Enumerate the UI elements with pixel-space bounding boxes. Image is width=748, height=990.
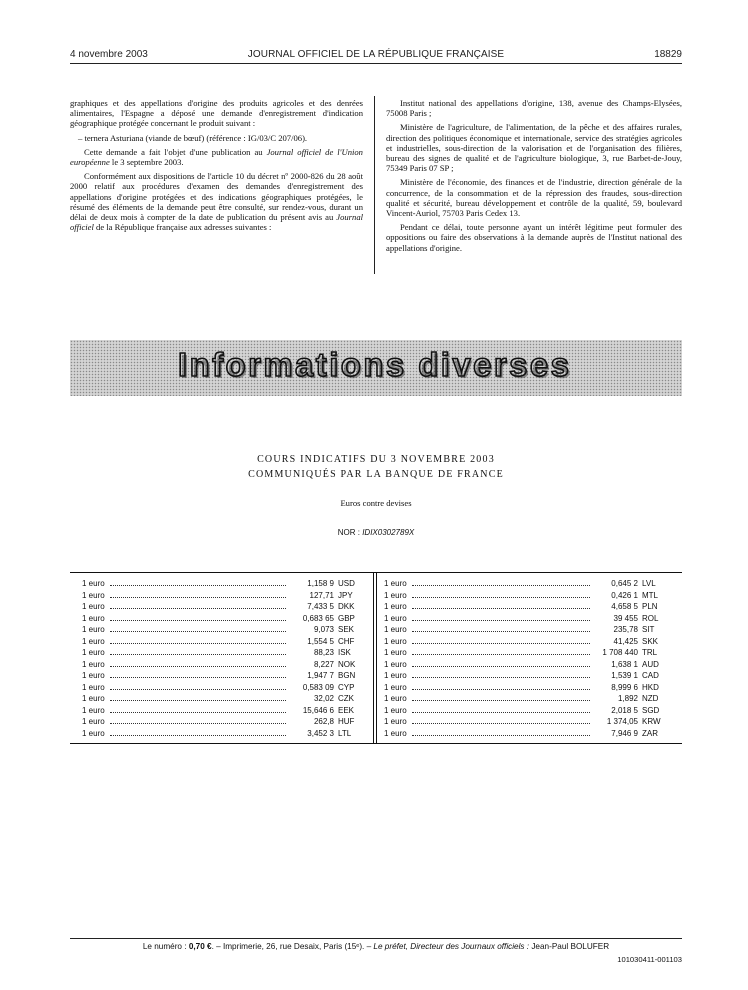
rate-value: 32,02: [313, 694, 334, 703]
rate-row: [82, 625, 362, 637]
printer-address: . – Imprimerie, 26, rue Desaix, Paris (15ᵉ). –: [211, 942, 374, 951]
leader-dots: [412, 654, 590, 655]
leader-dots: [412, 712, 590, 713]
rate-row: [82, 579, 362, 591]
document-code: 101030411-001103: [617, 955, 682, 964]
rate-value: 235,78: [613, 625, 638, 634]
rate-value: 1,158 9: [307, 579, 334, 588]
leader-dots: [412, 597, 590, 598]
leader-dots: [412, 643, 590, 644]
currency-code: HKD: [642, 682, 659, 692]
rate-value: 127,71: [309, 590, 334, 600]
leader-dots: [412, 735, 590, 736]
rate-label: 1 euro: [384, 717, 407, 726]
currency-code: ISK: [338, 648, 351, 657]
text-run: le 3 septembre 2003.: [109, 157, 184, 168]
leader-dots: [110, 608, 286, 609]
currency-code: EEK: [338, 705, 355, 715]
section-title: Informations diverses: [178, 346, 572, 383]
leader-dots: [110, 597, 286, 598]
rate-value: 1,539 1: [611, 671, 638, 680]
rate-row: [384, 660, 666, 672]
currency-code: SKK: [642, 636, 659, 646]
rate-row: [384, 591, 666, 603]
rate-row: [384, 614, 666, 626]
rate-value: 4,658 5: [611, 602, 638, 611]
paragraph: [70, 147, 363, 167]
rate-label: 1 euro: [82, 579, 105, 588]
currency-code: HUF: [338, 717, 355, 726]
rate-label: 1 euro: [82, 659, 105, 669]
currency-code: DKK: [338, 602, 355, 611]
rate-label: 1 euro: [384, 694, 407, 703]
rate-row: [384, 671, 666, 683]
rate-row: [82, 602, 362, 614]
currency-code: CZK: [338, 694, 354, 703]
leader-dots: [110, 689, 286, 690]
paragraph: graphiques et des appellations d'origine des produits agricoles et des denrées alimentaires, l'Espagne a déposé une demande d'enregistrement d'indication géographique protégée concernant le produit suivant :: [70, 98, 363, 129]
director-title: Le préfet, Directeur des Journaux officiels :: [373, 942, 530, 951]
rate-row: [82, 683, 362, 695]
rate-value: 1,554 5: [307, 636, 334, 646]
rate-row: [384, 648, 666, 660]
rate-value: 2,018 5: [611, 705, 638, 715]
rate-label: 1 euro: [82, 671, 105, 680]
rate-value: 1,638 1: [611, 659, 638, 669]
currency-code: CAD: [642, 671, 659, 680]
rate-value: 0,583 09: [302, 682, 334, 692]
leader-dots: [412, 689, 590, 690]
italic-text: Journal officiel de l'Union européenne: [70, 146, 363, 168]
rate-label: 1 euro: [82, 705, 105, 715]
rate-label: 1 euro: [82, 694, 105, 703]
nor-label: NOR :: [337, 528, 363, 537]
address-paragraph: Ministère de l'économie, des finances et de l'industrie, direction générale de la concurrence, de la consommation et de la répression des fraudes, sous-direction qualité et sécurité, bureau développement et contrôle de la qualité, 59, boulevard Vincent-Auriol, 75703 Paris Cedex 13.: [386, 177, 682, 219]
left-text-column: [70, 98, 363, 236]
rate-row: [82, 729, 362, 741]
currency-code: CYP: [338, 682, 355, 692]
currency-code: LTL: [338, 728, 352, 738]
rate-value: 7,433 5: [307, 602, 334, 611]
rate-label: 1 euro: [82, 602, 105, 611]
rate-value: 1 374,05: [606, 717, 638, 726]
text-run: de la République française aux adresses suivantes :: [93, 222, 272, 233]
leader-dots: [110, 643, 286, 644]
leader-dots: [412, 723, 590, 724]
rate-value: 39 455: [613, 613, 638, 623]
rate-label: 1 euro: [384, 659, 407, 669]
currency-code: USD: [338, 579, 355, 588]
rate-label: 1 euro: [384, 579, 407, 588]
currency-code: JPY: [338, 590, 353, 600]
currency-code: SIT: [642, 625, 655, 634]
rate-value: 0,426 1: [611, 590, 638, 600]
journal-title: JOURNAL OFFICIEL DE LA RÉPUBLIQUE FRANÇAISE: [247, 49, 505, 60]
currency-code: BGN: [338, 671, 356, 680]
nor-reference: [70, 528, 682, 537]
address-paragraph: Ministère de l'agriculture, de l'alimentation, de la pêche et des affaires rurales, direction des politiques économique et internationale, service des stratégies agricoles et industrielles, sous-direction de la valorisation et de l'organisation des filières, bureau des signes de qualité et de l'agriculture biologique, 3, rue Barbet-de-Jouy, 75349 Paris 07 SP ;: [386, 122, 682, 174]
paragraph: Pendant ce délai, toute personne ayant un intérêt légitime peut formuler des oppositions ou faire des observations à la demande auprès de l'Institut national des appellations d'origine.: [386, 222, 682, 253]
rate-row: [384, 706, 666, 718]
leader-dots: [412, 585, 590, 586]
rate-value: 0,645 2: [611, 579, 638, 588]
currency-code: ZAR: [642, 728, 658, 738]
rate-label: 1 euro: [384, 613, 407, 623]
rate-value: 7,946 9: [611, 728, 638, 738]
leader-dots: [412, 677, 590, 678]
rate-row: [82, 671, 362, 683]
rate-row: [384, 602, 666, 614]
rate-value: 8,999 6: [611, 682, 638, 692]
rate-label: 1 euro: [384, 625, 407, 634]
rate-row: [384, 729, 666, 741]
rate-row: [82, 591, 362, 603]
currency-code: PLN: [642, 602, 658, 611]
rate-row: [82, 706, 362, 718]
rate-label: 1 euro: [82, 682, 105, 692]
page-header: [70, 48, 682, 64]
leader-dots: [110, 666, 286, 667]
leader-dots: [412, 620, 590, 621]
leader-dots: [110, 585, 286, 586]
rates-subtitle: Euros contre devises: [340, 498, 412, 508]
leader-dots: [412, 666, 590, 667]
currency-code: NZD: [642, 694, 659, 703]
rate-value: 1,947 7: [307, 671, 334, 680]
currency-code: NOK: [338, 659, 356, 669]
rate-value: 1 708 440: [602, 648, 638, 657]
rate-label: 1 euro: [384, 728, 407, 738]
text-run: Cette demande a fait l'objet d'une publication au: [84, 146, 267, 157]
product-item: – ternera Asturiana (viande de bœuf) (référence : IG/03/C 207/06).: [78, 132, 308, 143]
text-run: Conformément aux dispositions de l'article 10 du décret nº 2000-826 du 28 août 2000 relatif aux procédures d'examen des demandes d'enregistrement des appellations d'origine protégées et des indications géographiques protégées, le résumé des éléments de la demande peut être consulté, sur rendez-vous, durant un délai de deux mois à compter de la date de publication du présent avis au: [70, 171, 363, 223]
rate-row: [384, 637, 666, 649]
rate-row: [384, 694, 666, 706]
rate-row: [384, 579, 666, 591]
leader-dots: [412, 631, 590, 632]
leader-dots: [110, 700, 286, 701]
rate-row: [384, 683, 666, 695]
rates-right-column: [384, 579, 666, 740]
rate-row: [82, 614, 362, 626]
rates-left-column: [82, 579, 362, 740]
rate-label: 1 euro: [384, 636, 407, 646]
rate-label: 1 euro: [82, 613, 105, 623]
footer-divider: [70, 938, 682, 939]
rate-value: 88,23: [313, 648, 334, 657]
rate-row: [82, 717, 362, 729]
leader-dots: [110, 723, 286, 724]
issue-price: 0,70 €: [188, 942, 212, 951]
header-divider: [70, 63, 682, 64]
paragraph: [70, 171, 363, 232]
rate-label: 1 euro: [82, 636, 105, 646]
currency-code: TRL: [642, 648, 658, 657]
column-divider: [374, 96, 375, 274]
rate-row: [82, 694, 362, 706]
currency-code: AUD: [642, 659, 659, 669]
rates-title-line: COURS INDICATIFS DU 3 NOVEMBRE 2003: [257, 454, 495, 465]
currency-code: LVL: [642, 579, 656, 588]
leader-dots: [110, 620, 286, 621]
currency-code: ROL: [642, 613, 659, 623]
rate-label: 1 euro: [82, 717, 105, 726]
leader-dots: [110, 712, 286, 713]
currency-code: SGD: [642, 705, 660, 715]
rates-title: [70, 452, 682, 482]
director-name: Jean-Paul BOLUFER: [529, 942, 610, 951]
rate-label: 1 euro: [82, 590, 105, 600]
currency-code: KRW: [642, 717, 661, 726]
leader-dots: [412, 700, 590, 701]
rate-value: 3,452 3: [307, 728, 334, 738]
leader-dots: [110, 654, 286, 655]
issue-date: 4 novembre 2003: [70, 49, 148, 60]
rate-label: 1 euro: [82, 648, 105, 657]
exchange-rates-table: [70, 572, 682, 744]
rate-value: 41,425: [613, 636, 638, 646]
right-text-column: [386, 98, 682, 257]
leader-dots: [110, 631, 286, 632]
rate-label: 1 euro: [384, 671, 407, 680]
rate-label: 1 euro: [82, 625, 105, 634]
address-paragraph: Institut national des appellations d'origine, 138, avenue des Champs-Elysées, 75008 Paris ;: [386, 98, 682, 119]
currency-code: CHF: [338, 636, 355, 646]
rate-label: 1 euro: [384, 602, 407, 611]
rate-value: 0,683 65: [302, 613, 334, 623]
currency-code: SEK: [338, 625, 355, 634]
rate-label: 1 euro: [384, 682, 407, 692]
rate-row: [384, 717, 666, 729]
rate-row: [82, 637, 362, 649]
leader-dots: [412, 608, 590, 609]
rate-value: 15,646 6: [302, 705, 334, 715]
rate-label: 1 euro: [384, 705, 407, 715]
table-divider: [373, 573, 374, 743]
rate-value: 9,073: [313, 625, 334, 634]
rate-row: [82, 660, 362, 672]
rate-label: 1 euro: [82, 728, 105, 738]
leader-dots: [110, 735, 286, 736]
rate-label: 1 euro: [384, 590, 407, 600]
rate-row: [384, 625, 666, 637]
leader-dots: [110, 677, 286, 678]
currency-code: MTL: [642, 590, 658, 600]
rate-value: 8,227: [313, 659, 334, 669]
section-banner: [70, 340, 682, 396]
rates-title-line: COMMUNIQUÉS PAR LA BANQUE DE FRANCE: [248, 469, 504, 480]
table-divider: [376, 573, 377, 743]
rate-label: 1 euro: [384, 648, 407, 657]
nor-code: IDIX0302789X: [362, 528, 415, 537]
rate-value: 1,892: [617, 694, 638, 703]
rate-row: [82, 648, 362, 660]
footer-imprint: [70, 942, 682, 951]
page-number: 18829: [654, 49, 682, 60]
footer-label: Le numéro :: [142, 942, 189, 951]
italic-text: Journal officiel: [70, 212, 363, 233]
currency-code: GBP: [338, 613, 355, 623]
rate-value: 262,8: [313, 717, 334, 726]
